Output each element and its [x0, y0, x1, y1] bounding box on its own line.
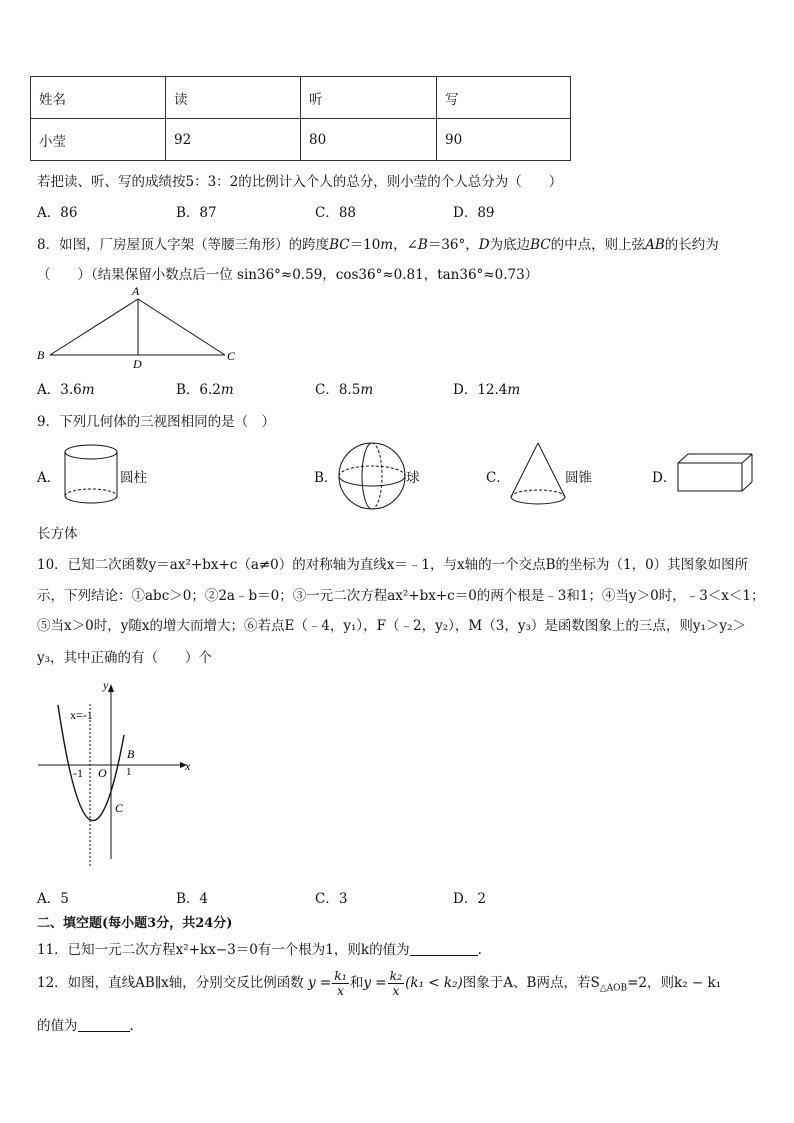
- q10-option-a: A．5: [37, 891, 69, 907]
- q12-text: =2，则k₂ − k₁: [627, 975, 722, 991]
- q9-cuboid-label: 长方体: [37, 526, 78, 542]
- q12-text: 图象于A、B两点，若S: [462, 975, 600, 991]
- q8-text: 8．如图，厂房屋顶人字架（等腰三角形）的跨度: [37, 237, 330, 253]
- label-minus-one: -1: [73, 766, 83, 780]
- fraction-k2-x: [388, 967, 405, 998]
- q8-unit: m: [220, 382, 234, 398]
- y-axis-arrow: [108, 684, 114, 692]
- q8-text: 为底边: [489, 237, 531, 253]
- q8-option-text: B．6.2: [176, 382, 221, 398]
- q11-answer-blank[interactable]: [410, 941, 478, 956]
- q12-subscript: △AOB: [599, 983, 628, 994]
- cylinder-icon: [62, 442, 120, 506]
- q10-parabola-graph: [30, 672, 205, 877]
- q12-text: 和: [349, 975, 364, 991]
- q10-option-d: D．2: [453, 891, 486, 907]
- label-b: B: [37, 348, 45, 362]
- q8-unit: m: [81, 382, 95, 398]
- sphere-icon: [336, 440, 408, 512]
- label-d: D: [133, 357, 142, 371]
- label-symmetry: x=-1: [70, 708, 93, 722]
- q11-period: .: [477, 942, 482, 958]
- q10-option-b: B．4: [176, 891, 209, 907]
- table-cell: 姓名: [31, 77, 166, 119]
- q8-text: 的中点，则上弦: [550, 237, 646, 253]
- q9-cone-label: 圆锥: [565, 470, 592, 486]
- q7-option-d: D．89: [453, 205, 495, 221]
- q9-option-c-label: C．: [486, 470, 510, 486]
- q8-triangle-figure: [30, 282, 250, 372]
- q8-text: ＝10: [349, 237, 381, 253]
- label-c: C: [115, 801, 124, 815]
- q12-period: .: [129, 1018, 134, 1034]
- fraction-numerator: k₂: [389, 967, 403, 983]
- cuboid-icon: [676, 452, 756, 494]
- fraction-denominator: x: [337, 983, 345, 998]
- table-cell: 92: [166, 119, 301, 161]
- q9-sphere-label: 球: [406, 470, 420, 486]
- side-ac: [138, 299, 225, 355]
- label-y: y: [103, 678, 109, 692]
- q11-stem: [37, 938, 482, 958]
- q8-option-a: [37, 378, 95, 398]
- table-cell: 小莹: [31, 119, 166, 161]
- fraction-denominator: x: [392, 983, 400, 998]
- q8-text: 的长约为: [664, 237, 719, 253]
- q12-y1: y =: [308, 975, 332, 991]
- cone-icon: [508, 440, 568, 510]
- q9-option-b-label: B．: [314, 470, 338, 486]
- q10-line1: 10．已知二次函数y＝ax²+bx+c（a≠0）的对称轴为直线x＝﹣1，与x轴的一个交点B的坐标为（1，0）其图象如图所: [37, 557, 749, 573]
- q12-text: 12．如图，直线AB∥x轴，分别交反比例函数: [37, 975, 304, 991]
- label-one: 1: [126, 766, 132, 778]
- q12-y2: y =: [363, 975, 387, 991]
- label-a: A: [132, 284, 140, 298]
- q10-line4: y₃，其中正确的有（ ）个: [37, 650, 213, 666]
- label-origin: O: [98, 766, 107, 780]
- q12-line2: [37, 1014, 134, 1034]
- q7-option-c: C．88: [315, 205, 357, 221]
- fraction-numerator: k₁: [334, 967, 347, 983]
- q10-line3: ⑤当x＞0时，y随x的增大而增大；⑥若点E（﹣4，y₁），F（﹣2，y₂），M（3，y₃）是函数图象上的三点，则y₁＞y₂＞: [37, 618, 746, 634]
- q8-var: D: [478, 237, 490, 253]
- table-cell: 读: [166, 77, 301, 119]
- table-header-row: [31, 77, 571, 119]
- q8-option-b: [176, 378, 234, 398]
- q12-line1: [37, 966, 721, 1006]
- q8-text: ＝36°，: [427, 237, 479, 253]
- q7-option-b: B．87: [176, 205, 217, 221]
- q8-unit: m: [360, 382, 374, 398]
- q8-stem-line1: [37, 233, 719, 253]
- label-x: x: [185, 759, 191, 773]
- q8-var: BC: [329, 237, 350, 253]
- table-cell: 写: [437, 77, 571, 119]
- q7-option-a: A．86: [37, 205, 78, 221]
- q9-cylinder-label: 圆柱: [120, 470, 147, 486]
- q8-option-text: A．3.6: [37, 382, 82, 398]
- q8-unit: m: [380, 237, 394, 253]
- side-ab: [50, 299, 138, 355]
- q8-stem-line2: （ ）（结果保留小数点后一位 sin36°≈0.59，cos36°≈0.81，tan36°≈0.73）: [37, 267, 539, 283]
- q8-var: AB: [645, 237, 665, 253]
- q8-option-text: C．8.5: [315, 382, 361, 398]
- q8-option-text: D．12.4: [453, 382, 508, 398]
- table-cell: 90: [437, 119, 571, 161]
- table-row: [31, 119, 571, 161]
- fraction-k1-x: [332, 967, 349, 998]
- q7-stem: 若把读、听、写的成绩按5：3：2的比例计入个人的总分，则小莹的个人总分为（ ）: [37, 174, 563, 190]
- q8-option-d: [453, 378, 520, 398]
- q10-line2: 示，下列结论：①abc＞0；②2a﹣b＝0；③一元二次方程ax²+bx+c＝0的两个根是﹣3和1；④当y＞0时，﹣3＜x＜1；: [37, 588, 765, 604]
- q12-text: 的值为: [37, 1018, 78, 1034]
- label-c: C: [227, 349, 236, 363]
- q9-stem: 9．下列几何体的三视图相同的是（ ）: [37, 414, 276, 430]
- section-title: 二、填空题(每小题3分，共24分): [37, 916, 233, 931]
- q8-text: ，∠: [393, 237, 418, 253]
- q10-option-c: C．3: [315, 891, 348, 907]
- q8-option-c: [315, 378, 373, 398]
- q12-condition: (k₁ < k₂): [405, 975, 463, 991]
- q11-text: 11．已知一元二次方程x²+kx−3＝0有一个根为1，则k的值为: [37, 942, 410, 958]
- q8-unit: m: [507, 382, 521, 398]
- q8-var: B: [417, 237, 428, 253]
- score-table: [30, 76, 571, 161]
- q8-var: BC: [530, 237, 551, 253]
- label-b: B: [127, 747, 135, 761]
- q12-answer-blank[interactable]: [78, 1017, 130, 1032]
- table-cell: 听: [301, 77, 437, 119]
- q9-option-a-label: A．: [37, 470, 61, 486]
- table-cell: 80: [301, 119, 437, 161]
- q9-option-d-label: D．: [652, 470, 677, 486]
